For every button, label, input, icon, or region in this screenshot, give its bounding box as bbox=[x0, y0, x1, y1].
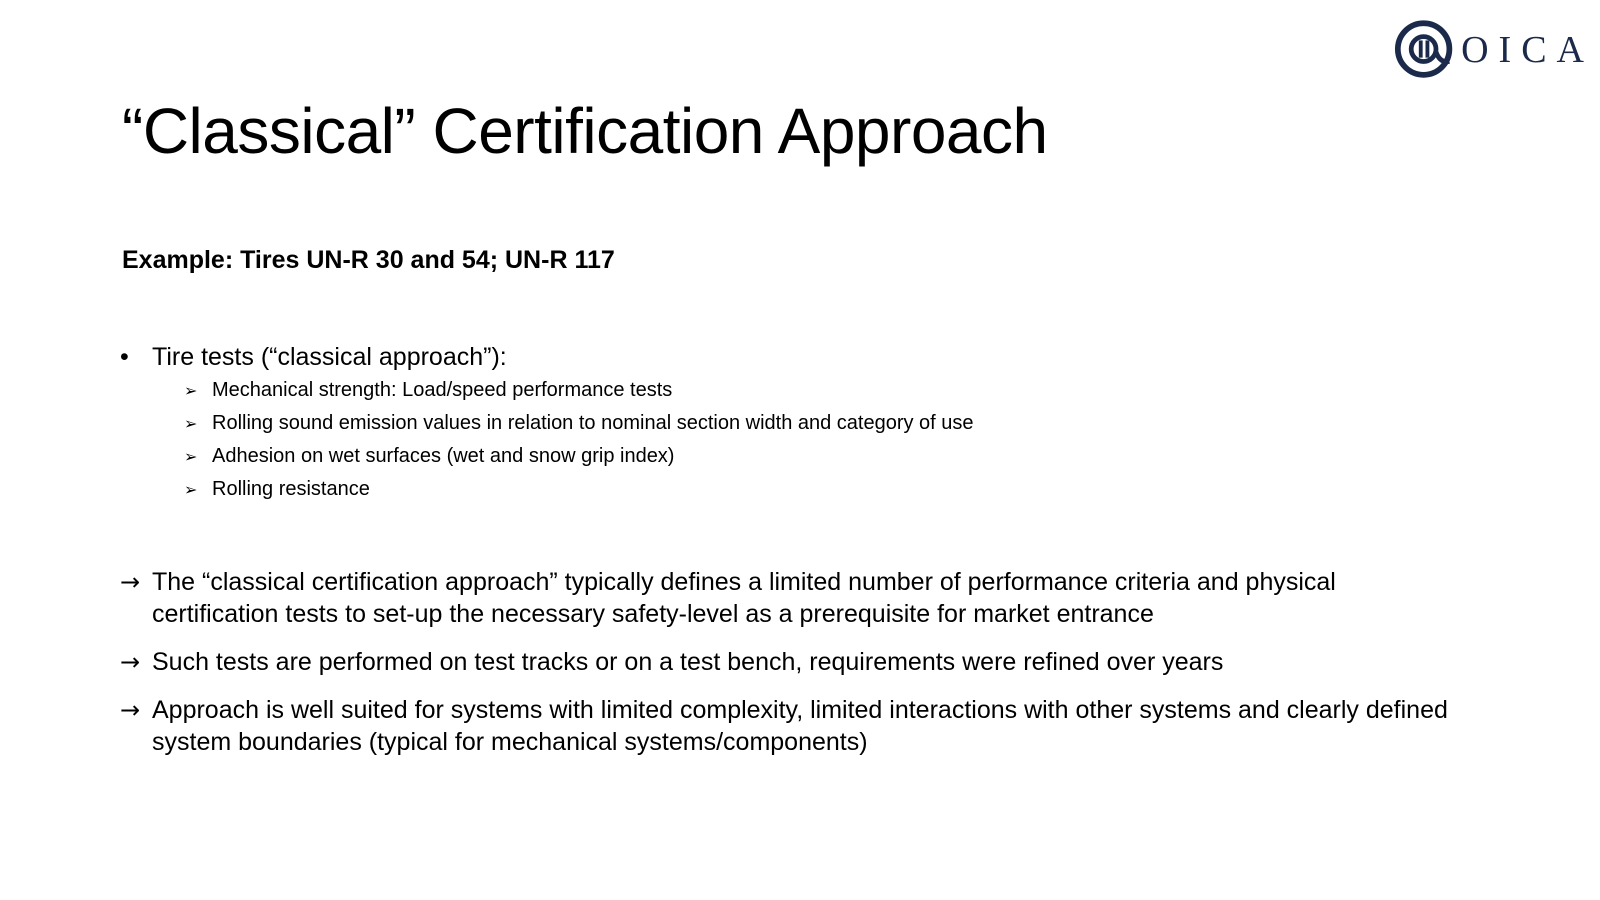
sub-bullet-item bbox=[184, 411, 974, 444]
right-arrow-icon: → bbox=[120, 648, 141, 676]
slide-title: “Classical” Certification Approach bbox=[122, 95, 1048, 167]
conclusion-item bbox=[120, 566, 1560, 630]
arrowhead-bullet-icon: ➢ bbox=[184, 482, 198, 499]
conclusion-item bbox=[120, 646, 1560, 678]
conclusion-text: Such tests are performed on test tracks or on a test bench, requirements were refined over years bbox=[152, 648, 1224, 676]
bullet-text: Tire tests (“classical approach”): bbox=[152, 343, 507, 371]
sub-bullet-text: Adhesion on wet surfaces (wet and snow grip index) bbox=[212, 445, 675, 467]
oica-logo bbox=[1394, 18, 1594, 82]
right-arrow-icon: → bbox=[120, 696, 141, 724]
arrowhead-bullet-icon: ➢ bbox=[184, 383, 198, 400]
right-arrow-icon: → bbox=[120, 568, 141, 596]
arrowhead-bullet-icon: ➢ bbox=[184, 416, 198, 433]
sub-bullet-item bbox=[184, 378, 974, 411]
sub-bullet-text: Rolling resistance bbox=[212, 478, 370, 500]
sub-bullet-text: Rolling sound emission values in relation to nominal section width and category of use bbox=[212, 412, 974, 434]
conclusion-text: The “classical certification approach” typically defines a limited number of performance criteria and physical certification tests to set-up the necessary safety-level as a prerequisite for market entrance bbox=[152, 568, 1336, 628]
conclusion-list bbox=[120, 566, 1560, 774]
sub-bullet-item bbox=[184, 444, 974, 477]
oica-emblem-icon bbox=[1394, 18, 1455, 82]
sub-bullet-text: Mechanical strength: Load/speed performance tests bbox=[212, 379, 673, 401]
arrowhead-bullet-icon: ➢ bbox=[184, 449, 198, 466]
sub-bullet-list bbox=[184, 378, 974, 510]
logo-text: OICA bbox=[1461, 29, 1594, 71]
conclusion-text: Approach is well suited for systems with limited complexity, limited interactions with other systems and clearly defined system boundaries (typical for mechanical systems/components) bbox=[152, 696, 1448, 756]
bullet-dot-icon: • bbox=[120, 343, 129, 371]
sub-bullet-item bbox=[184, 477, 974, 510]
conclusion-item bbox=[120, 694, 1560, 758]
bullet-item bbox=[120, 343, 507, 372]
example-heading: Example: Tires UN-R 30 and 54; UN-R 117 bbox=[122, 246, 615, 274]
